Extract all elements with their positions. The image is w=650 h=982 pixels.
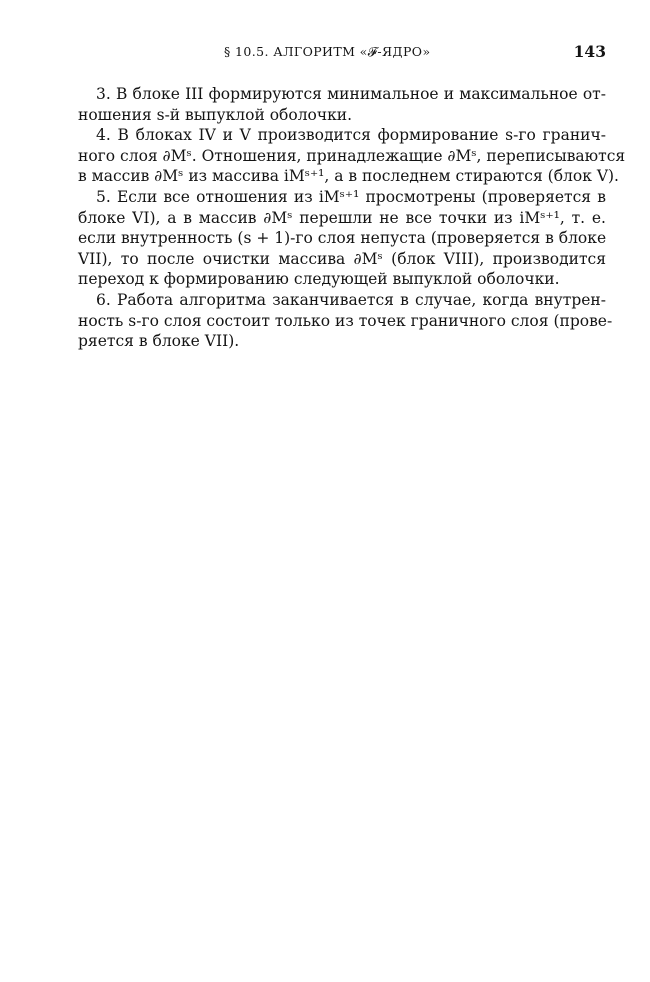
text-line: ношения s-й выпуклой оболочки. <box>78 105 353 124</box>
paragraph-3 <box>78 84 606 125</box>
body-text <box>78 84 626 352</box>
text-line: блоке VI), а в массив ∂Mˢ перешли не все точки из iMˢ⁺¹, т. е. <box>78 208 606 227</box>
text-line: переход к формированию следующей выпуклой оболочки. <box>78 270 560 289</box>
text-line: в массив ∂Mˢ из массива iMˢ⁺¹, а в последнем стираются (блок V). <box>78 167 619 186</box>
text-line: ряется в блоке VII). <box>78 332 240 351</box>
paragraph-5 <box>78 187 606 290</box>
text-line: VII), то после очистки массива ∂Mˢ (блок VIII), производится <box>78 249 606 268</box>
text-line: ность s-го слоя состоит только из точек граничного слоя (прове- <box>78 311 613 330</box>
text-line: 5. Если все отношения из iMˢ⁺¹ просмотрены (проверяется в <box>96 187 606 206</box>
running-head: § 10.5. АЛГОРИТМ «𝓕-ЯДРО» <box>224 44 431 59</box>
text-line: ного слоя ∂Mˢ. Отношения, принадлежащие ∂Mˢ, переписываются <box>78 146 626 165</box>
text-line: если внутренность (s + 1)-го слоя непуста (проверяется в блоке <box>78 229 607 248</box>
text-line: 4. В блоках IV и V производится формирование s-го гранич- <box>96 126 606 145</box>
paragraph-6 <box>78 290 613 352</box>
page-number: 143 <box>573 42 606 61</box>
page-header <box>78 44 606 64</box>
text-line: 3. В блоке III формируются минимальное и максимальное от- <box>96 85 606 103</box>
text-line: 6. Работа алгоритма заканчивается в случае, когда внутрен- <box>96 290 606 309</box>
paragraph-4 <box>78 125 626 187</box>
